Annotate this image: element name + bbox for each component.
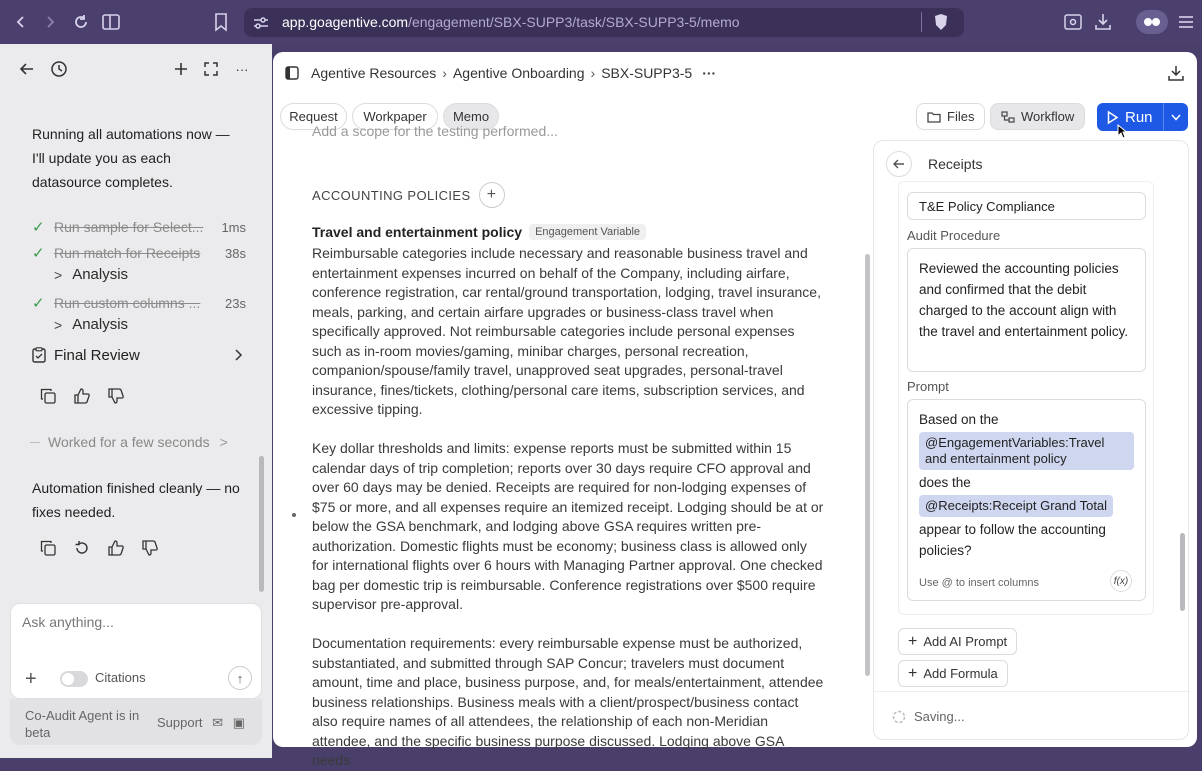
column-chip[interactable]: @Receipts:Receipt Grand Total [919,495,1113,517]
workflow-icon [1001,111,1015,123]
variable-badge: Engagement Variable [529,224,646,240]
memo-document [312,123,827,768]
step-item[interactable]: ✓ Run match for Receipts 38s [32,245,246,262]
add-ai-prompt-button[interactable]: + Add AI Prompt [898,628,1017,655]
column-config-panel [873,140,1189,740]
formula-icon[interactable]: f(x) [1110,570,1132,592]
citations-toggle[interactable] [60,671,88,687]
check-icon: ✓ [32,219,45,236]
files-button[interactable]: Files [916,103,985,130]
thumbs-down-icon[interactable] [105,385,127,407]
new-chat-icon[interactable] [170,58,192,80]
copy-icon[interactable] [37,385,59,407]
tab-workpaper[interactable]: Workpaper [352,103,438,130]
tab-memo[interactable]: Memo [443,103,499,130]
policy-paragraph: Documentation requirements: every reimbursable expense must be authorized, substantiated, and submitted through SAP Concur; travelers must document amount, time and place, business purpose, and, for meals/entertainment, attendee business relationships. Business meals with a client/prospect/business contact also require names of all attendees, the relationship of each non-Meridian attendee, and the specific business purpose discussed. Lodging above GSA needs [312,635,824,768]
clipboard-icon [32,347,46,363]
plus-icon: + [908,664,918,682]
download-icon[interactable] [1168,65,1184,81]
panel-scrollbar[interactable] [1180,533,1185,611]
policy-paragraph: Reimbursable categories include necessary and reasonable business travel and entertainment expenses incurred on behalf of the Company, including airfare, conference registration, car rental/ground transportation, lodging, travel insurance, meals, parking, and certain airfare upgrades or business-class travel when specifically approved. Not reimbursable categories include personal expenses such as in-room movies/gaming, minibar charges, personal recreation, companion/spouse/family travel, unapproved seat upgrades, personal-travel insurance, fines/tickets, clothing/personal care items, subscription services, and excessive tipping. [312,245,821,417]
mail-icon[interactable]: ✉ [212,715,224,730]
step-item[interactable]: ✓ Run custom columns ... 23s [32,295,246,312]
chevron-right-icon: > [54,266,63,283]
attach-icon[interactable]: + [25,668,37,690]
main-content [273,52,1197,768]
add-formula-button[interactable]: + Add Formula [898,660,1008,687]
worked-duration[interactable]: Worked for a few seconds > [30,434,240,450]
support-link[interactable]: Support ✉ ▣ [157,715,245,730]
chevron-right-icon: › [442,65,447,81]
column-chip[interactable]: @EngagementVariables:Travel and entertainment policy [919,432,1134,470]
folder-icon [927,111,941,123]
panel-toggle-icon[interactable] [285,66,299,80]
play-icon [1107,111,1118,124]
beta-note: Co-Audit Agent is in beta [25,708,140,740]
menu-icon[interactable] [1174,10,1198,34]
breadcrumb-item[interactable]: SBX-SUPP3-5 [601,65,693,81]
sidebar-footer [10,699,262,745]
teams-icon[interactable]: ▣ [232,715,245,730]
mouse-cursor [1117,124,1127,139]
forward-icon[interactable] [38,10,62,34]
reader-mode-icon[interactable] [1061,10,1085,34]
retry-icon[interactable] [71,537,93,559]
document-scrollbar[interactable] [865,254,870,676]
run-button[interactable]: Run [1097,103,1188,131]
url-divider [921,12,922,32]
column-name-input[interactable]: T&E Policy Compliance [907,192,1146,220]
bookmark-icon[interactable] [209,10,233,34]
agent-message: Running all automations now — I'll update you as each datasource completes. [32,126,230,190]
chevron-down-icon [1171,114,1181,121]
chevron-right-icon: › [590,65,596,81]
section-title: ACCOUNTING POLICIES + [312,182,505,208]
more-icon[interactable]: ··· [235,61,249,77]
more-icon[interactable]: ··· [702,65,717,81]
policy-title: Travel and entertainment policy Engagement Variable [312,224,646,240]
run-dropdown[interactable] [1163,103,1188,131]
sidebar-toggle-icon[interactable] [99,10,123,34]
prompt-input[interactable]: Based on the @EngagementVariables:Travel and entertainment policy does the @Receipts:Receipt Grand Total appear to follow the accounting policies? Use @ to insert columns f(x) [907,399,1146,601]
add-section-button[interactable]: + [479,182,505,208]
citations-label: Citations [95,670,146,685]
thumbs-up-icon[interactable] [71,385,93,407]
breadcrumb-item[interactable]: Agentive Resources [311,65,437,81]
breadcrumb-item[interactable]: Agentive Onboarding [452,65,585,81]
drag-handle[interactable] [292,513,296,517]
agent-message: Automation finished cleanly — no fixes needed. [32,480,240,520]
analysis-toggle[interactable]: > Analysis [54,266,129,283]
step-item[interactable]: ✓ Run sample for Select... 1ms [32,219,246,236]
chevron-right-icon [234,349,242,361]
history-icon[interactable] [48,58,70,80]
browser-toolbar [0,0,1202,44]
cut-off-line: Add a scope for the testing performed... [312,123,558,139]
expand-icon[interactable] [200,58,222,80]
analysis-toggle[interactable]: > Analysis [54,316,129,333]
audit-procedure-label: Audit Procedure [907,228,1001,243]
send-icon[interactable]: ↑ [228,666,252,690]
back-icon[interactable] [9,10,33,34]
plus-icon: + [908,632,918,650]
saving-status: Saving... [874,691,1190,741]
back-arrow-icon[interactable] [16,58,38,80]
chat-composer [10,603,262,699]
back-arrow-icon[interactable] [886,151,912,177]
reload-icon[interactable] [69,10,93,34]
prompt-label: Prompt [907,379,949,394]
url-text[interactable]: app.goagentive.com/engagement/SBX-SUPP3/task/SBX-SUPP3-5/memo [282,14,740,30]
agent-sidebar [0,44,272,758]
workflow-button[interactable]: Workflow [990,103,1085,130]
download-icon[interactable] [1091,10,1115,34]
sidebar-scrollbar[interactable] [259,456,264,592]
check-icon: ✓ [32,245,45,262]
thumbs-up-icon[interactable] [105,537,127,559]
prompt-hint: Use @ to insert columns [919,577,1039,589]
site-settings-icon[interactable] [249,11,273,35]
tab-request[interactable]: Request [280,103,347,130]
chevron-right-icon: > [54,316,63,333]
check-icon: ✓ [32,295,45,312]
chat-input[interactable]: Ask anything... [22,614,114,630]
spinner-icon [892,710,906,724]
breadcrumb [311,65,716,81]
final-review-item[interactable]: Final Review [32,344,242,366]
copy-icon[interactable] [37,537,59,559]
brave-shield-icon[interactable] [929,10,953,34]
private-window-icon[interactable] [1136,10,1168,34]
panel-header: Receipts [886,151,982,177]
column-card [898,181,1154,615]
policy-paragraph: Key dollar thresholds and limits: expense reports must be submitted within 15 calendar days of trip completion; reports over 30 days require CFO approval and over 60 days may be denied. Receipts are required for non-lodging expenses of $75 or more, and all expenses require an itemized receipt. Lodging should be at or below the GSA benchmark, and lodging above GSA requires written pre-authorization. Domestic flights must be economy; business class is allowed only for international flights over 6 hours with Managing Partner approval. One checked bag per domestic trip is reimbursable. Conference registrations over $500 require supervisor pre-approval. [312,440,824,612]
chevron-right-icon: > [219,434,228,450]
audit-procedure-input[interactable]: Reviewed the accounting policies and confirmed that the debit charged to the account align with the travel and entertainment policy. [907,248,1146,372]
thumbs-down-icon[interactable] [139,537,161,559]
